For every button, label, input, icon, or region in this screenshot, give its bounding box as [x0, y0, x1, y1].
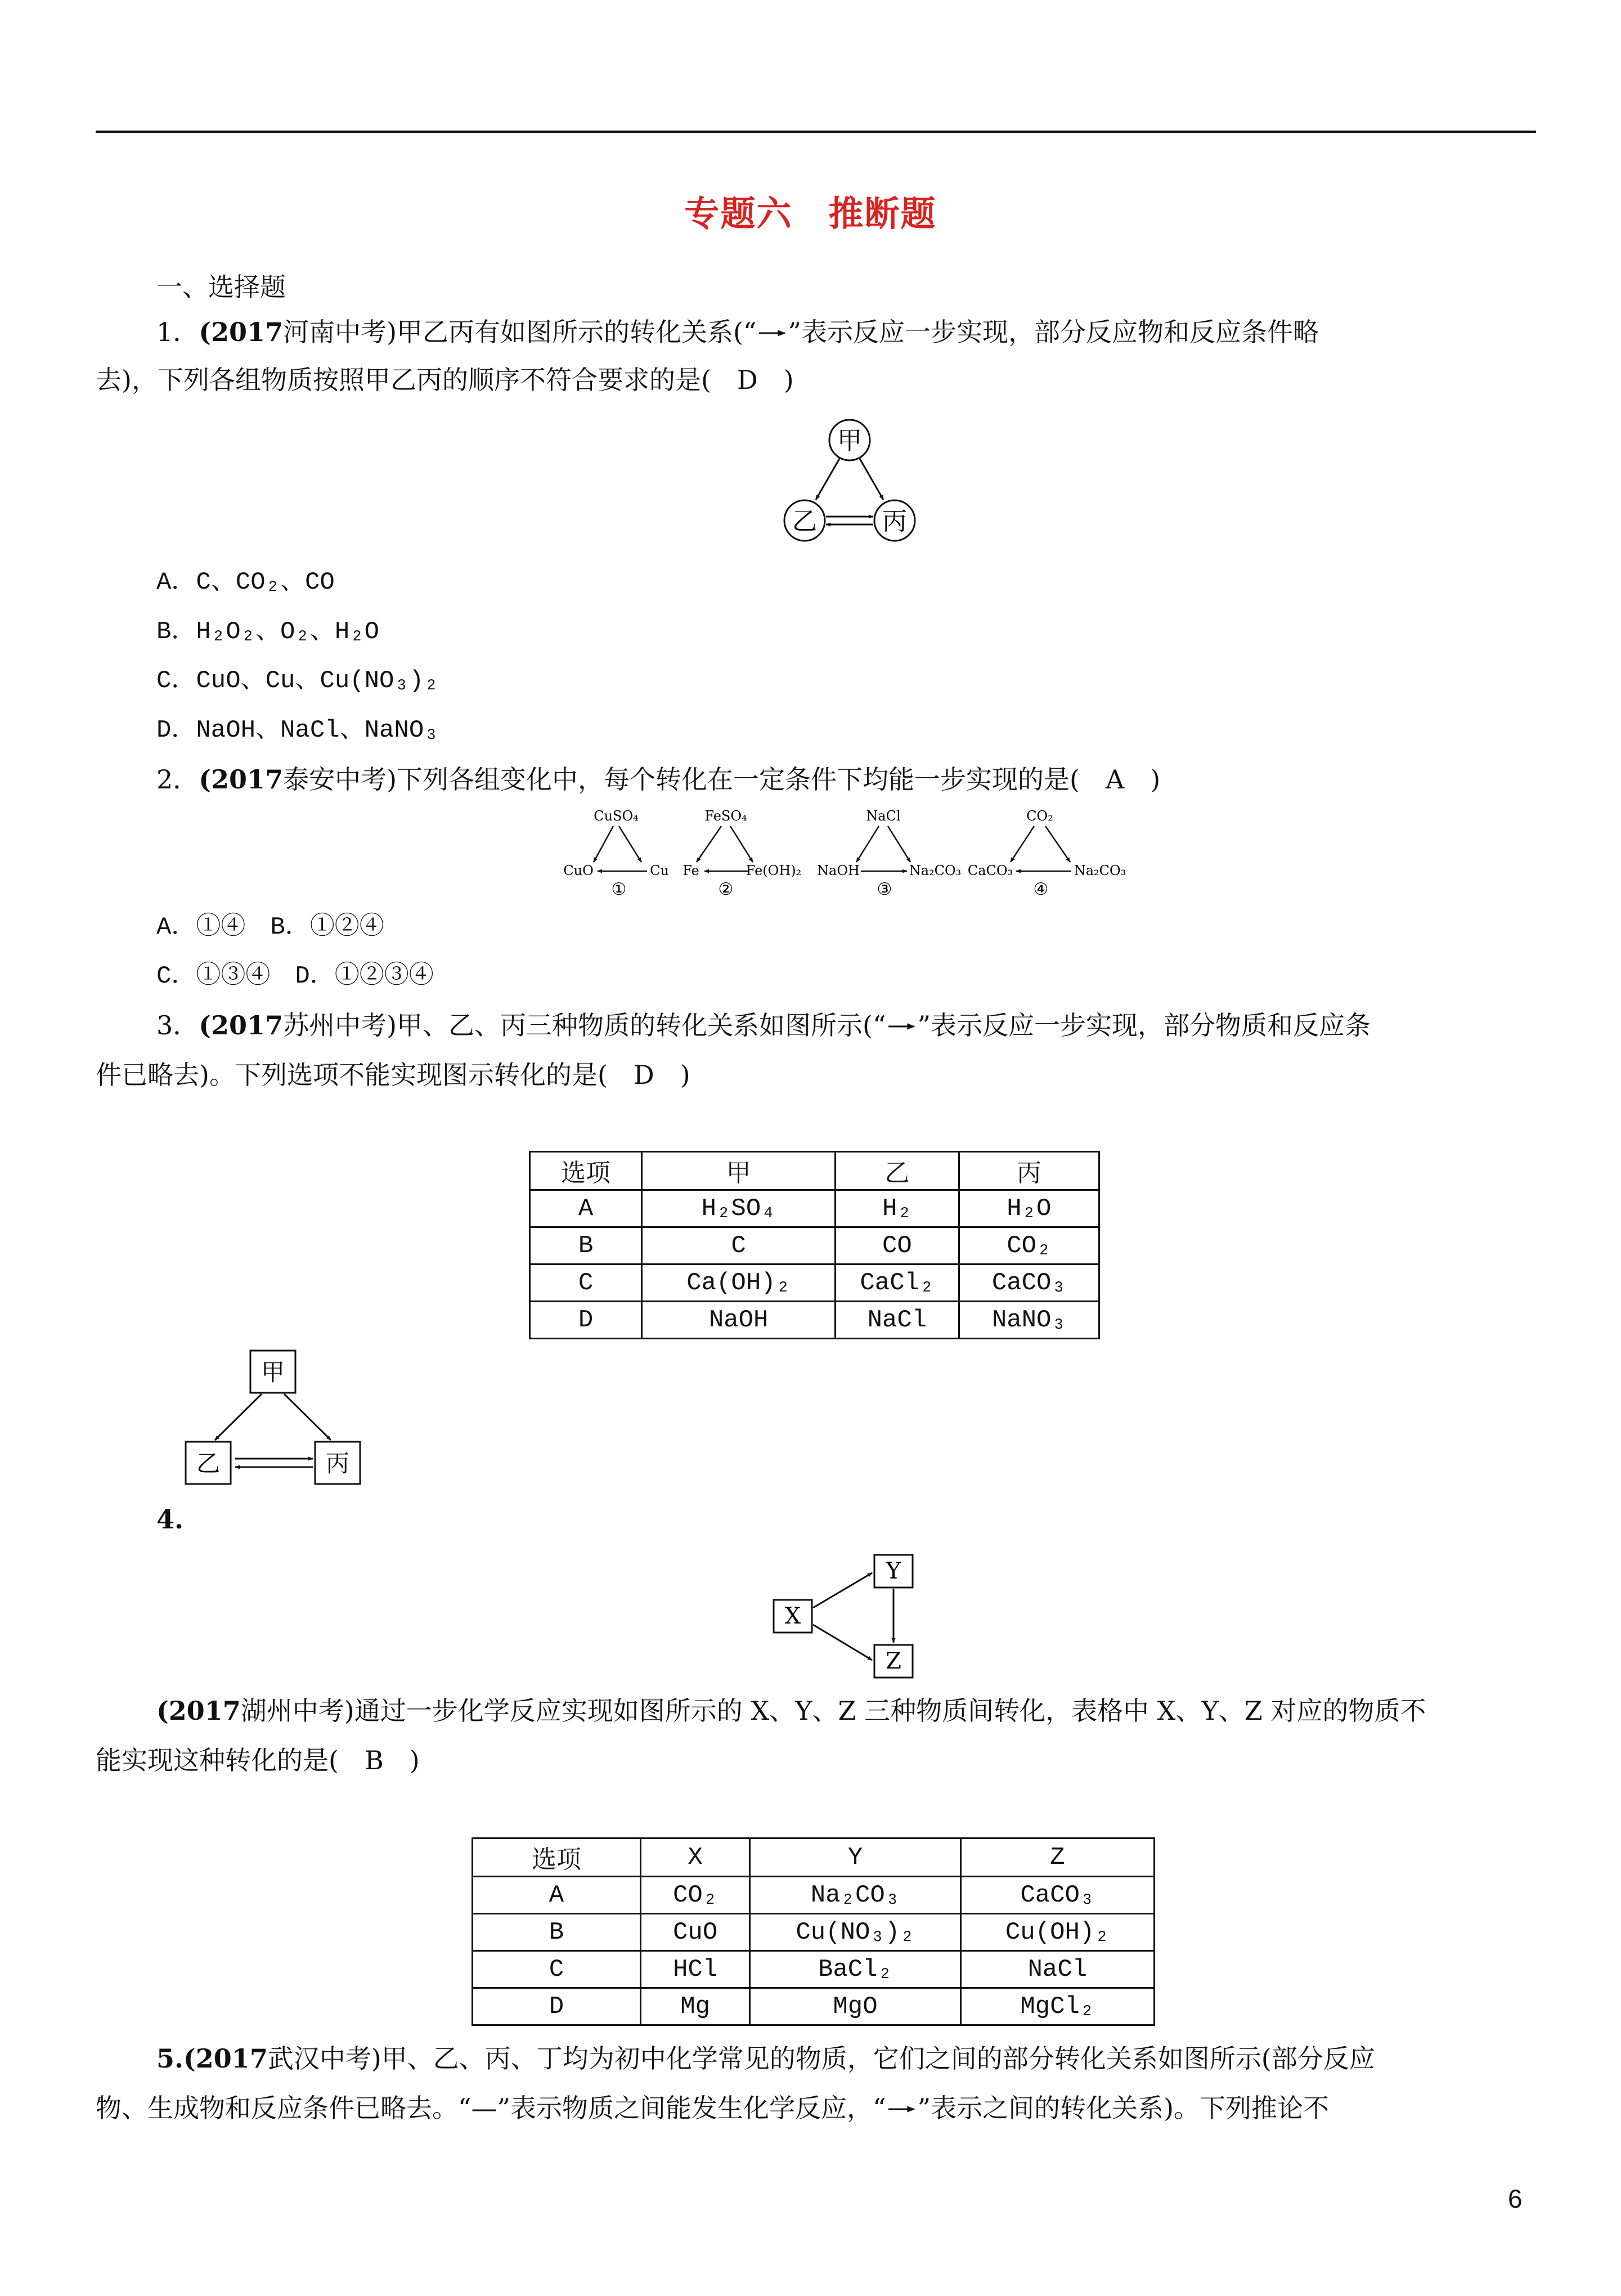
question-2-line-1 — [156, 763, 1160, 796]
svg-text:NaCl: NaCl — [866, 808, 901, 824]
q1-conversion-diagram — [771, 416, 928, 546]
question-stem: ”表示反应一步实现，部分反应物和反应条件略 — [788, 317, 1319, 347]
option-c: C．CuO、Cu、Cu(NO₃)₂ — [156, 667, 439, 695]
question-stem: 湖州中考)通过一步化学反应实现如图所示的 X、Y、Z 三种物质间转化，表格中 X、Y、Z 对应的物质不 — [240, 1696, 1426, 1726]
svg-text:④: ④ — [1033, 880, 1049, 899]
question-3-line-2: 件已略去)。下列选项不能实现图示转化的是( D ) — [96, 1060, 690, 1090]
question-source: (2017 — [199, 764, 284, 795]
header-rule — [96, 131, 1536, 133]
question-stem: ”表示之间的转化关系)。下列推论不 — [917, 2093, 1330, 2123]
svg-text:NaOH: NaOH — [817, 863, 860, 878]
q2-options-line-2: C．①③④ D．①②③④ — [156, 962, 434, 990]
question-1-line-2: 去)，下列各组物质按照甲乙丙的顺序不符合要求的是( D ) — [96, 365, 794, 395]
question-source: (2017 — [183, 2043, 268, 2074]
question-stem: 物、生成物和反应条件已略去。“—”表示物质之间能发生化学反应，“ — [96, 2093, 886, 2123]
svg-text:CO₂: CO₂ — [1026, 808, 1053, 824]
table-row: B CuO Cu(NO₃)₂ Cu(OH)₂ — [473, 1914, 1155, 1951]
svg-text:丙: 丙 — [325, 1450, 350, 1477]
q4-table — [472, 1837, 1155, 2026]
q2-conversion-diagrams — [563, 805, 1137, 900]
question-stem: ”表示反应一步实现，部分物质和反应条 — [917, 1010, 1371, 1041]
svg-text:Z: Z — [886, 1648, 901, 1674]
question-number: 5. — [156, 2043, 184, 2074]
svg-text:CuO: CuO — [563, 863, 594, 878]
table-row: D Mg MgO MgCl₂ — [473, 1988, 1155, 2025]
q2-options-line-1: A．①④ B．①②④ — [156, 913, 384, 941]
svg-text:Cu: Cu — [650, 863, 669, 878]
table-row: D NaOH NaCl NaNO₃ — [530, 1302, 1099, 1339]
question-stem: 苏州中考)甲、乙、丙三种物质的转化关系如图所示(“ — [283, 1010, 886, 1041]
svg-text:Fe(OH)₂: Fe(OH)₂ — [746, 863, 802, 878]
svg-text:③: ③ — [877, 880, 892, 899]
arrow-symbol-icon — [757, 324, 788, 341]
q3-table — [529, 1151, 1100, 1339]
question-1-line-1 — [156, 315, 1319, 349]
question-source: (2017 — [156, 1696, 241, 1726]
svg-text:甲: 甲 — [261, 1358, 285, 1386]
table-header-row: 选项 X Y Z — [473, 1838, 1155, 1877]
question-stem: 河南中考)甲乙丙有如图所示的转化关系(“ — [283, 317, 757, 347]
table-header-row: 选项 甲 乙 丙 — [530, 1152, 1099, 1190]
option-d: D．NaOH、NaCl、NaNO₃ — [156, 716, 439, 745]
svg-text:乙: 乙 — [196, 1450, 221, 1477]
svg-text:①: ① — [611, 880, 627, 899]
question-4-line-2: 能实现这种转化的是( B ) — [96, 1745, 420, 1775]
diagram-1 — [563, 808, 669, 899]
q3-conversion-diagram — [180, 1348, 371, 1488]
svg-text:CuSO₄: CuSO₄ — [594, 808, 639, 824]
question-3-line-1 — [156, 1008, 1371, 1042]
svg-text:Y: Y — [886, 1558, 901, 1584]
arrow-symbol-icon — [886, 2100, 918, 2117]
svg-text:FeSO₄: FeSO₄ — [704, 808, 747, 824]
question-5-line-2 — [96, 2091, 1329, 2125]
table-row: B C CO CO₂ — [530, 1227, 1099, 1264]
section-heading: 一、选择题 — [156, 272, 286, 302]
question-5-line-1 — [156, 2042, 1375, 2075]
node-right-label: 丙 — [882, 507, 907, 536]
question-number: 2． — [156, 764, 199, 795]
svg-text:CaCO₃: CaCO₃ — [967, 863, 1013, 878]
question-4-line-1 — [156, 1694, 1426, 1728]
question-stem: 泰安中考)下列各组变化中，每个转化在一定条件下均能一步实现的是( A ) — [283, 764, 1161, 795]
table-row: A H₂SO₄ H₂ H₂O — [530, 1190, 1099, 1227]
page-title: 专题六 推断题 — [684, 193, 937, 234]
diagram-2 — [682, 808, 801, 899]
table-row: A CO₂ Na₂CO₃ CaCO₃ — [473, 1877, 1155, 1914]
question-source: (2017 — [199, 1010, 284, 1041]
table-row: C HCl BaCl₂ NaCl — [473, 1951, 1155, 1988]
q4-conversion-diagram — [771, 1545, 928, 1688]
page-number: 6 — [1508, 2184, 1523, 2213]
svg-text:Na₂CO₃: Na₂CO₃ — [909, 863, 962, 878]
node-left-label: 乙 — [792, 507, 817, 536]
svg-text:Fe: Fe — [682, 863, 699, 878]
question-4-number: 4. — [156, 1504, 184, 1535]
svg-text:Na₂CO₃: Na₂CO₃ — [1074, 863, 1126, 878]
arrow-top-left — [816, 459, 839, 500]
question-number: 3． — [156, 1010, 199, 1041]
node-top-label: 甲 — [837, 427, 862, 455]
question-stem: 武汉中考)甲、乙、丙、丁均为初中化学常见的物质，它们之间的部分转化关系如图所示(部分反应 — [267, 2043, 1375, 2074]
diagram-3 — [817, 808, 961, 899]
svg-text:X: X — [784, 1603, 801, 1629]
question-number: 1． — [156, 317, 199, 347]
table-row: C Ca(OH)₂ CaCl₂ CaCO₃ — [530, 1264, 1099, 1302]
svg-text:②: ② — [718, 880, 734, 899]
diagram-4 — [968, 808, 1126, 899]
option-b: B．H₂O₂、O₂、H₂O — [156, 618, 380, 646]
question-source: (2017 — [199, 317, 284, 347]
option-a: A．C、CO₂、CO — [156, 568, 335, 597]
arrow-top-right — [860, 459, 883, 500]
arrow-symbol-icon — [886, 1017, 918, 1034]
